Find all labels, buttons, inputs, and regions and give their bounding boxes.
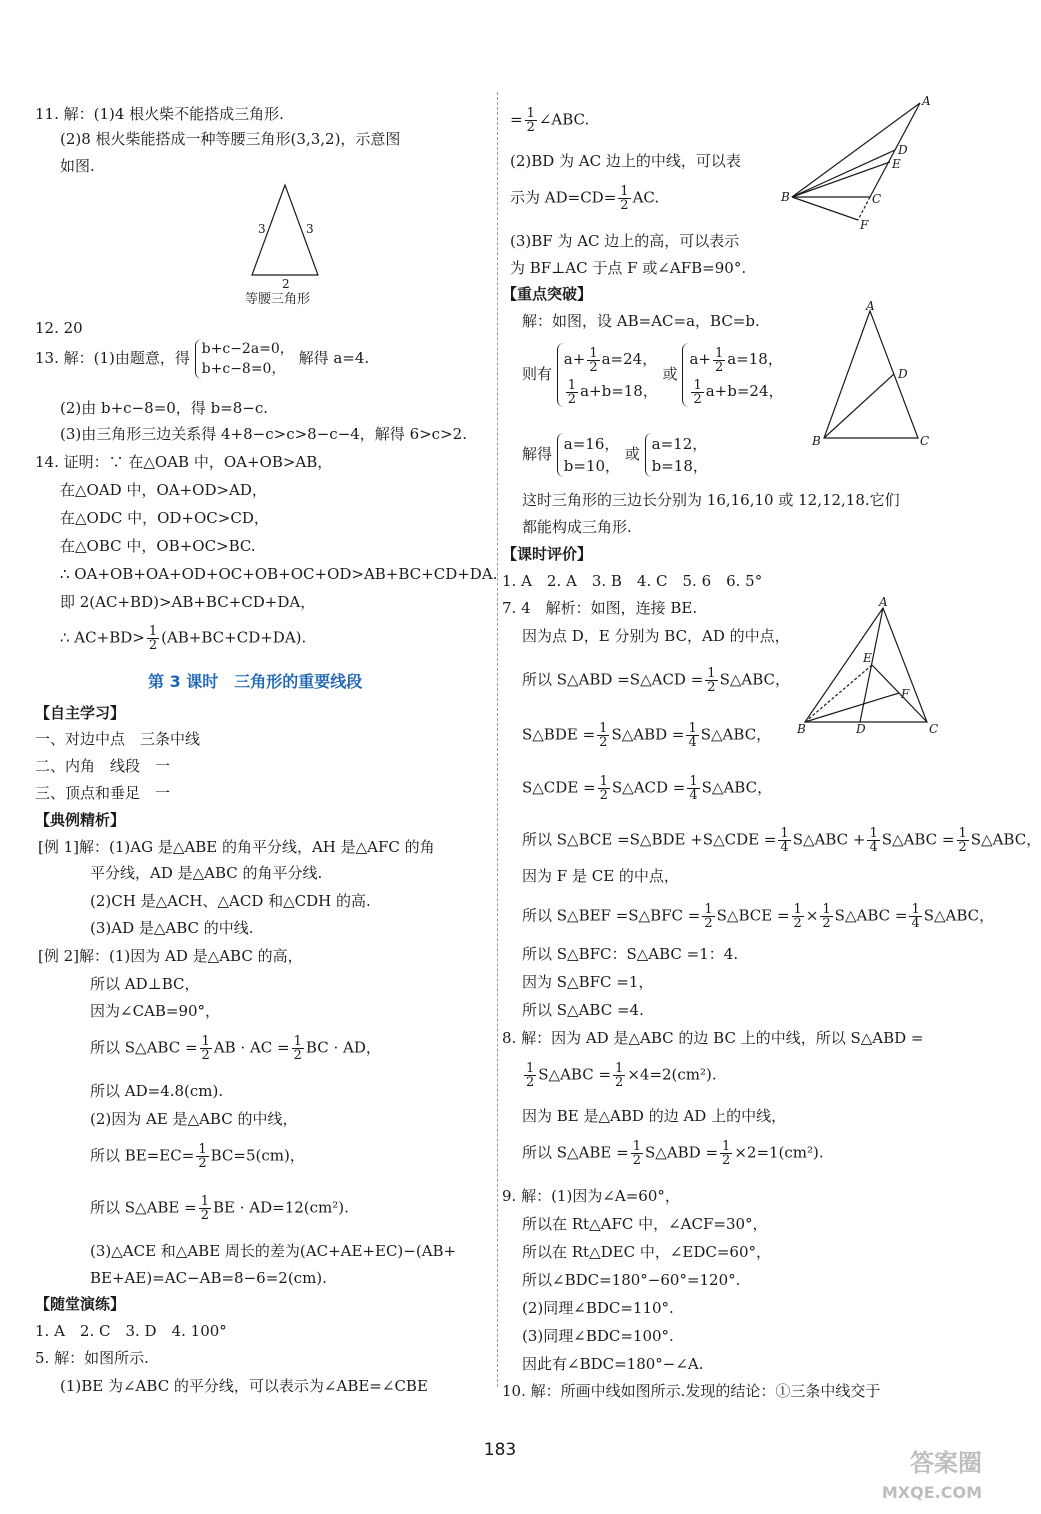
q13-part3: (3)由三角形三边关系得 4+8−c>c>8−c−4，解得 6>c>2. (60, 425, 467, 443)
r-line4: (3)BF 为 AC 边上的高，可以表示 (510, 232, 740, 250)
ks7-line3 (522, 722, 771, 749)
example2-line5: 所以 AD=4.8(cm). (90, 1082, 224, 1100)
text: 所以 BE=EC= (90, 1146, 195, 1165)
triangle-abc (805, 608, 927, 722)
ks7-line4 (522, 775, 772, 802)
q11-line3: 如图. (60, 157, 95, 175)
fraction-half (598, 775, 610, 802)
text: S△ABC， (719, 670, 791, 689)
denominator: 2 (822, 916, 831, 931)
q14-line5: ∴ OA+OB+OA+OD+OC+OB+OC+OD>AB+BC+CD+DA. (60, 565, 498, 583)
watermark-url: MXQE.COM (881, 1483, 982, 1502)
example1-line3: (2)CH 是△ACH、△ACD 和△CDH 的高. (90, 892, 371, 910)
segment-cf (858, 197, 870, 220)
watermark (882, 1448, 982, 1508)
q14-line3: 在△ODC 中，OD+OC>CD， (60, 509, 269, 527)
fraction-half (618, 185, 630, 212)
suitang-answers: 1. A 2. C 3. D 4. 100° (35, 1322, 227, 1340)
segment-ce (872, 665, 927, 722)
heading-zhongdian: 【重点突破】 (502, 285, 593, 303)
denominator: 2 (567, 391, 577, 407)
denominator: 4 (911, 916, 920, 931)
solution-2 (645, 433, 708, 477)
q14-line2: 在△OAD 中，OA+OD>AD， (60, 481, 267, 499)
text: ×2=1(cm²). (734, 1143, 824, 1162)
r-line3 (510, 185, 659, 212)
denominator: 2 (148, 638, 158, 653)
denominator: 2 (599, 788, 608, 803)
fraction-half (196, 1143, 208, 1170)
text: S△ABC， (923, 906, 995, 925)
fraction-half (524, 1062, 536, 1089)
fraction-half (525, 107, 537, 134)
numerator: 1 (822, 902, 831, 917)
numerator: 1 (911, 902, 920, 917)
numerator: 1 (689, 774, 698, 789)
denominator: 2 (526, 120, 535, 135)
fraction-quarter (686, 722, 698, 749)
denominator: 2 (293, 1048, 302, 1063)
text: 所以 S△BEF =S△BFC = (522, 906, 701, 925)
fraction-half (957, 827, 969, 854)
ks7-line7 (522, 903, 994, 930)
text: S△ABD = (645, 1143, 719, 1162)
text: a=24， (601, 350, 658, 368)
r-line1 (510, 107, 589, 134)
zd-conclusion1: 这时三角形的三边长分别为 16,16,10 或 12,12,18.它们 (522, 491, 900, 509)
text: S△ABC， (970, 830, 1041, 849)
denominator: 2 (693, 391, 702, 407)
isosceles-median-figure (810, 299, 940, 453)
text: ∠ABC. (538, 110, 590, 129)
fraction-half (292, 1035, 304, 1062)
example2-line7 (90, 1143, 305, 1170)
q12: 12. 20 (35, 319, 83, 337)
text: BE · AD=12(cm²). (213, 1198, 349, 1217)
text: = (510, 110, 523, 129)
zd-line1: 解：如图，设 AB=AC=a，BC=b. (522, 312, 760, 330)
suitang-q5-part1: (1)BE 为∠ABC 的平分线，可以表示为∠ABE=∠CBE (60, 1377, 428, 1395)
numerator: 1 (707, 666, 716, 681)
q13-intro: 13. 解：(1)由题意，得 (35, 349, 190, 367)
fraction-half (631, 1140, 643, 1167)
segment-bd (824, 374, 894, 438)
ks10-line1: 10. 解：所画中线如图所示.发现的结论：①三条中线交于 (502, 1382, 881, 1400)
fraction-quarter (867, 827, 879, 854)
text: S△ABC = (538, 1065, 612, 1084)
numerator: 1 (200, 1194, 210, 1209)
q13-system (195, 339, 294, 379)
denominator: 2 (620, 198, 629, 213)
numerator: 1 (526, 106, 535, 121)
example1-line4: (3)AD 是△ABC 的中线. (90, 919, 254, 937)
segment-bf (792, 197, 858, 220)
keshi-answers: 1. A 2. A 3. B 4. C 5. 6 6. 5° (502, 572, 763, 590)
zizhu-line3: 三、顶点和垂足 一 (35, 784, 171, 802)
text: 所以 S△ABE = (522, 1143, 629, 1162)
midpoint-figure (795, 595, 950, 736)
text: 解得 (522, 445, 553, 463)
label-b: B (812, 434, 821, 448)
fraction-half (720, 1140, 732, 1167)
numerator: 1 (958, 826, 967, 841)
text: S△ABC， (700, 725, 772, 744)
denominator: 2 (707, 680, 716, 695)
fraction-half (792, 903, 804, 930)
ks7-line8: 所以 S△BFC：S△ABC =1：4. (522, 945, 739, 963)
fraction-half (199, 1195, 211, 1222)
heading-zizhu: 【自主学习】 (35, 704, 126, 722)
ks7-line5 (522, 827, 1041, 854)
text: S△ABC + (792, 830, 866, 849)
label-a: A (879, 595, 888, 609)
text: S△ABC， (701, 778, 773, 797)
denominator: 2 (722, 1153, 731, 1168)
fraction-half (705, 667, 717, 694)
example2-line8 (90, 1195, 349, 1222)
denominator: 2 (704, 916, 713, 931)
heading-dianli: 【典例精析】 (35, 811, 126, 829)
q13-eq2: b+c−8=0， (201, 361, 286, 377)
ks7-line1: 因为点 D，E 分别为 BC，AD 的中点， (522, 627, 790, 645)
ks8-line2 (522, 1062, 717, 1089)
numerator: 1 (526, 1061, 535, 1076)
eq: b=10， (563, 457, 621, 475)
fraction-quarter (909, 903, 921, 930)
text: S△ABC = (881, 830, 955, 849)
base-label: 2 (282, 277, 290, 291)
numerator: 1 (704, 902, 713, 917)
ks8-line3: 因为 BE 是△ABD 的边 AD 上的中线， (522, 1107, 787, 1125)
q13-line1 (35, 339, 369, 379)
numerator: 1 (567, 377, 577, 393)
text: S△BCE = (716, 906, 790, 925)
side-label-left: 3 (258, 222, 266, 236)
q13-part2: (2)由 b+c−8=0，得 b=8−c. (60, 399, 269, 417)
q13-result: 解得 a=4. (298, 349, 370, 367)
numerator: 1 (688, 721, 697, 736)
ks9-line1: 9. 解：(1)因为∠A=60°， (502, 1187, 680, 1205)
q11-line2: (2)8 根火柴能搭成一种等腰三角形(3,3,2)，示意图 (60, 130, 401, 148)
label-f: F (901, 687, 910, 701)
text: 或 (624, 445, 640, 463)
denominator: 2 (793, 916, 802, 931)
q14-line1: 14. 证明：∵ 在△OAB 中，OA+OB>AB， (35, 453, 333, 471)
isosceles-triangle-figure (230, 180, 340, 310)
text: BC=5(cm)， (210, 1146, 305, 1165)
denominator: 4 (780, 840, 789, 855)
text: a+b=24， (705, 382, 784, 400)
figure-caption: 等腰三角形 (245, 292, 311, 307)
denominator: 2 (958, 840, 967, 855)
denominator: 2 (589, 359, 598, 375)
eq (564, 343, 658, 375)
fraction-quarter (778, 827, 790, 854)
text: S△ABC = (834, 906, 908, 925)
ks7-line9: 因为 S△BFC =1， (522, 973, 654, 991)
system-1 (557, 343, 658, 407)
text: 示为 AD=CD= (510, 188, 617, 207)
ks7-line10: 所以 S△ABC =4. (522, 1001, 644, 1019)
denominator: 2 (632, 1153, 642, 1168)
column-divider (497, 92, 498, 1387)
example1-line2: 平分线，AD 是△ABC 的角平分线. (90, 864, 323, 882)
text: BC · AD， (305, 1038, 381, 1057)
example2-line10: BE+AE)=AC−AB=8−6=2(cm). (90, 1269, 327, 1287)
fraction-half (587, 347, 599, 374)
numerator: 1 (793, 902, 802, 917)
ks9-line3: 所以在 Rt△DEC 中，∠EDC=60°， (522, 1243, 772, 1261)
label-a: A (922, 94, 931, 108)
numerator: 1 (632, 1139, 642, 1154)
example2-line9: (3)△ACE 和△ABE 周长的差为(AC+AE+EC)−(AB+ (90, 1242, 457, 1260)
eq (564, 375, 658, 407)
numerator: 1 (599, 721, 608, 736)
label-e: E (892, 157, 901, 171)
fraction-half (597, 722, 609, 749)
solution-1 (557, 433, 620, 477)
segment-bf (805, 693, 899, 722)
text: AB · AC = (213, 1038, 290, 1057)
numerator: 1 (620, 184, 629, 199)
fraction-half (702, 903, 714, 930)
numerator: 1 (198, 1142, 207, 1157)
section-title: 第 3 课时 三角形的重要线段 (148, 672, 363, 691)
text: 所以 S△ABE = (90, 1198, 197, 1217)
fraction-half (147, 625, 159, 652)
numerator: 1 (780, 826, 789, 841)
heading-keshi: 【课时评价】 (502, 545, 593, 563)
text: 或 (662, 365, 678, 383)
suitang-q5: 5. 解：如图所示. (35, 1349, 149, 1367)
text: a=18， (727, 350, 783, 368)
text: 所以 S△ABC = (90, 1038, 198, 1057)
numerator: 1 (714, 345, 724, 361)
ks9-line6: (3)同理∠BDC=100°. (522, 1327, 674, 1345)
ks9-line7: 因此有∠BDC=180°−∠A. (522, 1355, 704, 1373)
example2-line3: 因为∠CAB=90°， (90, 1002, 221, 1020)
numerator: 1 (869, 826, 878, 841)
label-d: D (898, 367, 908, 381)
denominator: 2 (615, 1075, 624, 1090)
ks9-line2: 所以在 Rt△AFC 中，∠ACF=30°， (522, 1215, 768, 1233)
denominator: 2 (200, 1208, 210, 1223)
ks7-line6: 因为 F 是 CE 的中点， (522, 867, 679, 885)
r-line2: (2)BD 为 AC 边上的中线，可以表 (510, 152, 741, 170)
ks8-line1: 8. 解：因为 AD 是△ABC 的边 BC 上的中线，所以 S△ABD = (502, 1029, 924, 1047)
zizhu-line2: 二、内角 线段 一 (35, 757, 171, 775)
fraction-half (200, 1035, 212, 1062)
label-d: D (898, 143, 908, 157)
zizhu-line1: 一、对边中点 三条中线 (35, 730, 201, 748)
eq: a=12， (651, 435, 708, 453)
text: a+b=18， (580, 382, 658, 400)
denominator: 2 (714, 359, 724, 375)
denominator: 4 (688, 735, 697, 750)
fraction-half (691, 379, 703, 406)
text: S△BDE = (522, 725, 596, 744)
page-number: 183 (483, 1440, 517, 1460)
system-2 (682, 343, 783, 407)
text: a+ (563, 350, 586, 368)
zd-solution-line (522, 433, 708, 477)
label-b: B (781, 190, 790, 204)
q11-line1: 11. 解：(1)4 根火柴不能搭成三角形. (35, 105, 284, 123)
label-e: E (863, 651, 872, 665)
q14-line7-start: ∴ AC+BD> (60, 628, 145, 647)
eq: a=16， (563, 435, 620, 453)
fraction-quarter (687, 775, 699, 802)
fraction-half (713, 347, 725, 374)
eq: b=18， (651, 457, 708, 475)
text: S△CDE = (522, 778, 596, 797)
denominator: 2 (201, 1048, 210, 1063)
segment-bd (792, 150, 895, 197)
heading-suitang: 【随堂演练】 (35, 1295, 126, 1313)
q14-line6: 即 2(AC+BD)>AB+BC+CD+DA， (60, 593, 316, 611)
text: a+ (689, 350, 711, 368)
label-b: B (797, 722, 806, 736)
fraction-half (566, 379, 578, 406)
numerator: 1 (589, 345, 598, 361)
text: S△ABD = (611, 725, 685, 744)
fraction-half (820, 903, 832, 930)
numerator: 1 (693, 377, 702, 393)
label-a: A (866, 299, 875, 313)
q13-eq1: b+c−2a=0， (201, 341, 294, 357)
example2-line1: [例 2]解：(1)因为 AD 是△ABC 的高， (38, 947, 303, 965)
text: ×4=2(cm²). (627, 1065, 717, 1084)
text: AC. (632, 188, 660, 207)
denominator: 2 (599, 735, 608, 750)
numerator: 1 (599, 774, 608, 789)
eq (689, 375, 783, 407)
q14-line4: 在△OBC 中，OB+OC>BC. (60, 537, 256, 555)
eq (689, 343, 783, 375)
ks7-line2 (522, 667, 790, 694)
ks8-line4 (522, 1140, 824, 1167)
numerator: 1 (293, 1034, 302, 1049)
text: × (805, 906, 819, 925)
q14-line7 (60, 625, 306, 652)
label-c: C (929, 722, 939, 736)
ks7-line0: 7. 4 解析：如图，连接 BE. (502, 599, 698, 617)
fraction-half (613, 1062, 625, 1089)
label-d: D (856, 722, 866, 736)
example2-line6: (2)因为 AE 是△ABC 的中线， (90, 1110, 298, 1128)
denominator: 2 (526, 1075, 535, 1090)
text: 则有 (522, 365, 553, 383)
example1-line1: [例 1]解：(1)AG 是△ABE 的角平分线，AH 是△AFC 的角 (38, 838, 435, 856)
numerator: 1 (201, 1034, 210, 1049)
denominator: 2 (198, 1156, 207, 1171)
text: 所以 S△BCE =S△BDE +S△CDE = (522, 830, 777, 849)
label-c: C (920, 434, 930, 448)
text: S△ACD = (611, 778, 686, 797)
numerator: 1 (615, 1061, 624, 1076)
text: 所以 S△ABD =S△ACD = (522, 670, 704, 689)
denominator: 4 (689, 788, 698, 803)
zd-system-line (522, 343, 784, 407)
label-c: C (872, 192, 882, 206)
q14-line7-end: (AB+BC+CD+DA). (161, 628, 307, 647)
ks9-line5: (2)同理∠BDC=110°. (522, 1299, 674, 1317)
numerator: 1 (722, 1139, 731, 1154)
side-label-right: 3 (306, 222, 314, 236)
denominator: 4 (869, 840, 878, 855)
example2-line4 (90, 1035, 381, 1062)
median-altitude-figure (780, 95, 950, 235)
numerator: 1 (148, 624, 158, 639)
ks9-line4: 所以∠BDC=180°−60°=120°. (522, 1271, 741, 1289)
watermark-logo-text: 答案圈 (910, 1449, 982, 1477)
example2-line2: 所以 AD⊥BC， (90, 975, 200, 993)
r-line5: 为 BF⊥AC 于点 F 或∠AFB=90°. (510, 259, 747, 277)
zd-conclusion2: 都能构成三角形. (522, 518, 632, 536)
label-f: F (860, 218, 869, 232)
